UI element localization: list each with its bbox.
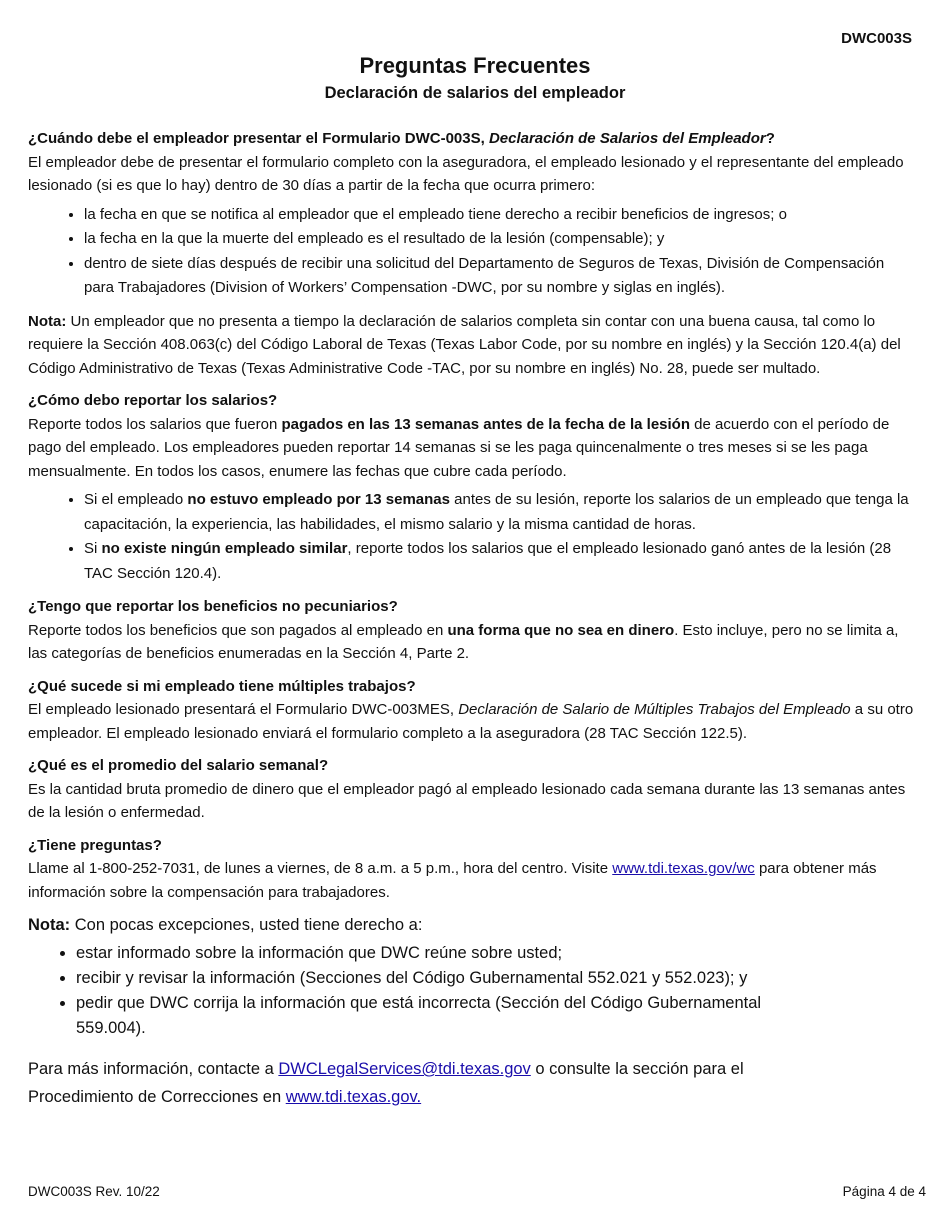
faq-average-weekly-wage [28,754,918,825]
question-multiple-jobs: ¿Qué sucede si mi empleado tiene múltiples trabajos? [28,677,416,695]
answer-emphasis: pagados en las 13 semanas antes de la fecha de la lesión [281,415,690,433]
note-penalty [28,310,918,381]
form-title-italic: Declaración de Salarios del Empleador [488,130,766,147]
note-penalty-text [28,310,918,381]
legal-services-email-link[interactable]: DWCLegalServices@tdi.texas.gov [278,1060,531,1078]
item-text: , reporte todos los salarios que el empleado lesionado ganó antes de la lesión (28 TAC Sección 120.4). [84,540,892,582]
tdi-link[interactable]: www.tdi.texas.gov. [285,1088,422,1106]
rights-list [28,941,776,1041]
answer-average-weekly-wage: Es la cantidad bruta promedio de dinero que el empleador pagó al empleado lesionado cada semana durante las 13 semanas antes de la lesión o enfermedad. [28,780,906,821]
answer-text: Reporte todos los beneficios que son pagados al empleado en [28,621,448,639]
contact-text: Para más información, contacte a [28,1060,279,1078]
form-id: DWC003S [841,30,912,47]
question-mark: ? [765,130,775,147]
form-title-italic: Declaración de Salario de Múltiples Trabajos del Empleado [458,701,851,718]
answer-have-questions [28,857,918,904]
item-text: Si el empleado [84,491,188,508]
answer-when-to-file: El empleador debe de presentar el formulario completo con la aseguradora, el empleado lesionado y el representante del empleado lesionado (si es que lo hay) dentro de 30 días a partir de la fecha que ocurra primero: [28,153,904,194]
note-text: Con pocas excepciones, usted tiene derecho a: [70,916,423,934]
faq-questions [28,834,918,905]
item-emphasis: no estuvo empleado por 13 semanas [187,491,450,508]
answer-text: El empleado lesionado presentará el Formulario DWC-003MES, [28,701,459,718]
question-when-to-file [28,127,918,151]
item-emphasis: no existe ningún empleado similar [101,540,348,557]
question-how-to-report: ¿Cómo debo reportar los salarios? [28,392,278,409]
faq-non-pecuniary [28,595,918,666]
question-non-pecuniary: ¿Tengo que reportar los beneficios no pecuniarios? [28,598,398,615]
list-item: • recibir y revisar la información (Secciones del Código Gubernamental 552.021 y 552.023); y [76,966,776,991]
note-text: Un empleador que no presenta a tiempo la declaración de salarios completa sin contar con una buena causa, tal como lo requiere la Sección 408.063(c) del Código Laboral de Texas (Texas Labor Code, por su nombre en inglés) y la Sección 120.4(a) del Código Administrativo de Texas (Texas Administrative Code -TAC, por su nombre en inglés) No. 28, puede ser multado. [28,312,901,377]
item-text: antes de su lesión, reporte los salarios de un empleado que tenga la capacitación, la experiencia, las habilidades, el mismo salario y la misma cantidad de horas. [84,491,909,533]
answer-text: Llame al 1-800-252-7031, de lunes a viernes, de 8 a.m. a 5 p.m., hora del centro. Visite [28,860,613,877]
answer-non-pecuniary [28,619,918,666]
footer-page-number: Página 4 de 4 [842,1184,926,1199]
list-item [84,488,918,537]
footer-form-revision: DWC003S Rev. 10/22 [28,1184,160,1199]
question-text: ¿Cuándo debe el empleador presentar el Formulario DWC-003S, [28,130,489,147]
list-item: • dentro de siete días después de recibir una solicitud del Departamento de Seguros de Texas, División de Compensación para Trabajadores (Division of Workers’ Compensation -DWC, por su nombre y siglas en inglés). [84,252,918,301]
list-item: • estar informado sobre la información que DWC reúne sobre usted; [76,941,776,966]
note-label: Nota: [28,916,71,934]
question-have-questions: ¿Tiene preguntas? [28,836,162,854]
answer-how-to-report [28,413,918,484]
answer-text: a su otro empleador. El empleado lesionado enviará el formulario completo a la aseguradora (28 TAC Sección 122.5). [28,701,914,742]
faq-when-to-file [28,127,918,301]
item-text: Si [84,540,102,557]
page-subtitle: Declaración de salarios del empleador [324,84,626,102]
faq-multiple-jobs [28,675,918,746]
question-average-weekly-wage: ¿Qué es el promedio del salario semanal? [28,757,329,774]
note-rights [28,913,918,1041]
faq-how-to-report [28,389,918,586]
note-label: Nota: [28,312,67,330]
answer-multiple-jobs [28,698,918,745]
list-item [84,537,918,586]
list-item: • la fecha en que se notifica al empleador que el empleado tiene derecho a recibir beneficios de ingresos; o [84,203,918,228]
report-rules-list [28,488,918,586]
tdi-wc-link[interactable]: www.tdi.texas.gov/wc [612,860,755,877]
list-item: • pedir que DWC corrija la información que está incorrecta (Sección del Código Gubernamental 559.004). [76,991,776,1041]
note-rights-intro [28,913,918,938]
deadline-list [28,203,918,301]
answer-text: Reporte todos los salarios que fueron [28,415,282,433]
contact-text: o consulte la sección para el Procedimiento de Correcciones en [28,1060,744,1106]
faq-content [28,127,918,1111]
answer-text: . Esto incluye, pero no se limita a, las categorías de beneficios enumeradas en la Sección 4, Parte 2. [28,621,899,662]
page-title: Preguntas Frecuentes [359,53,591,78]
list-item: • la fecha en la que la muerte del empleado es el resultado de la lesión (compensable); y [84,227,918,252]
answer-text: para obtener más información sobre la compensación para trabajadores. [28,860,877,901]
contact-info [28,1055,828,1111]
answer-text: de acuerdo con el período de pago del empleado. Los empleadores pueden reportar 14 semanas si se les paga quincenalmente o tres meses si se les paga mensualmente. En todos los casos, enumere las fechas que cubre cada período. [28,415,890,480]
answer-emphasis: una forma que no sea en dinero [447,621,675,639]
